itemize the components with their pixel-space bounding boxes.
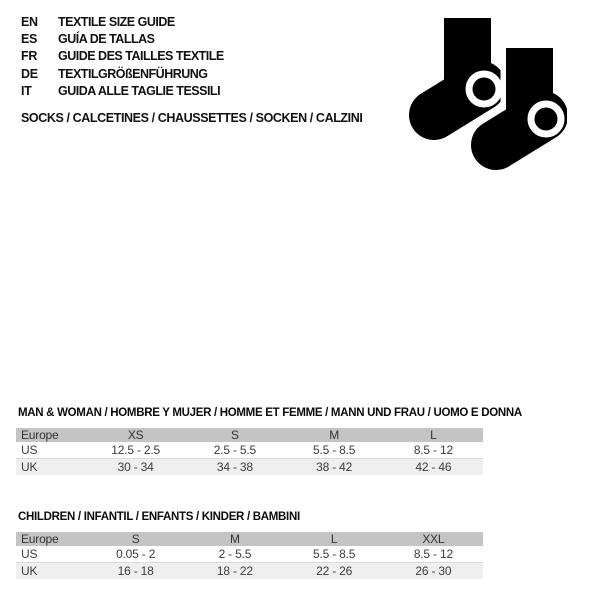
- language-row-es: [21, 30, 224, 47]
- row-label: UK: [21, 564, 38, 578]
- row-label: US: [21, 443, 38, 457]
- language-label: TEXTILE SIZE GUIDE: [58, 14, 175, 29]
- header-cell-region: Europe: [21, 428, 59, 442]
- size-cell: 22 - 26: [316, 564, 353, 578]
- language-label: TEXTILGRÖßENFÜHRUNG: [58, 66, 208, 81]
- category-title: SOCKS / CALCETINES / CHAUSSETTES / SOCKEN / CALZINI: [21, 111, 363, 125]
- size-grid-adult: [16, 428, 483, 475]
- size-cell: 18 - 22: [216, 564, 253, 578]
- size-cell: 0.05 - 2: [116, 547, 156, 561]
- table-header-row: [16, 532, 483, 546]
- size-cell: 34 - 38: [216, 460, 253, 474]
- language-label: GUÍA DE TALLAS: [58, 31, 155, 46]
- table-header-row: [16, 428, 483, 442]
- sock-back: [434, 18, 499, 115]
- language-row-it: [21, 82, 224, 99]
- table-row-us: [16, 442, 483, 459]
- header-cell-size: M: [229, 532, 240, 546]
- header-cell-region: Europe: [21, 532, 59, 546]
- header-cell-size: L: [330, 532, 338, 546]
- language-row-fr: [21, 48, 224, 65]
- table-row-uk: [16, 563, 483, 579]
- language-label: GUIDE DES TAILLES TEXTILE: [58, 49, 224, 64]
- header-cell-size: S: [230, 428, 239, 442]
- socks-icon: [407, 6, 567, 178]
- size-grid-children: [16, 532, 483, 579]
- language-label: GUIDA ALLE TAGLIE TESSILI: [58, 83, 221, 98]
- table-title-adult: MAN & WOMAN / HOMBRE Y MUJER / HOMME ET FEMME / MANN UND FRAU / UOMO E DONNA: [18, 407, 522, 419]
- size-cell: 38 - 42: [316, 460, 353, 474]
- size-table-adult: [16, 407, 522, 475]
- size-cell: 26 - 30: [415, 564, 452, 578]
- language-code: FR: [21, 49, 38, 64]
- size-cell: 8.5 - 12: [413, 547, 453, 561]
- size-cell: 2.5 - 5.5: [213, 443, 256, 457]
- size-cell: 2 - 5.5: [218, 547, 252, 561]
- header-cell-size: M: [329, 428, 340, 442]
- size-cell: 30 - 34: [117, 460, 154, 474]
- size-table-children: [16, 511, 483, 579]
- header-cell-size: XS: [127, 428, 144, 442]
- size-cell: 42 - 46: [415, 460, 452, 474]
- row-label: UK: [21, 460, 38, 474]
- size-cell: 16 - 18: [117, 564, 154, 578]
- language-row-de: [21, 65, 224, 82]
- header-cell-size: L: [430, 428, 437, 442]
- table-row-us: [16, 546, 483, 563]
- size-cell: 12.5 - 2.5: [111, 443, 160, 457]
- language-code: EN: [21, 14, 38, 29]
- size-cell: 5.5 - 8.5: [313, 443, 356, 457]
- row-label: US: [21, 547, 38, 561]
- table-row-uk: [16, 459, 483, 475]
- language-code: DE: [21, 66, 38, 81]
- language-code: ES: [21, 31, 38, 46]
- table-title-children: CHILDREN / INFANTIL / ENFANTS / KINDER / BAMBINI: [18, 511, 300, 523]
- header-cell-size: XXL: [422, 532, 445, 546]
- language-row-en: [21, 13, 224, 30]
- size-cell: 5.5 - 8.5: [313, 547, 356, 561]
- size-cell: 8.5 - 12: [413, 443, 453, 457]
- language-list: [21, 13, 224, 99]
- language-code: IT: [21, 83, 32, 98]
- header-cell-size: S: [131, 532, 140, 546]
